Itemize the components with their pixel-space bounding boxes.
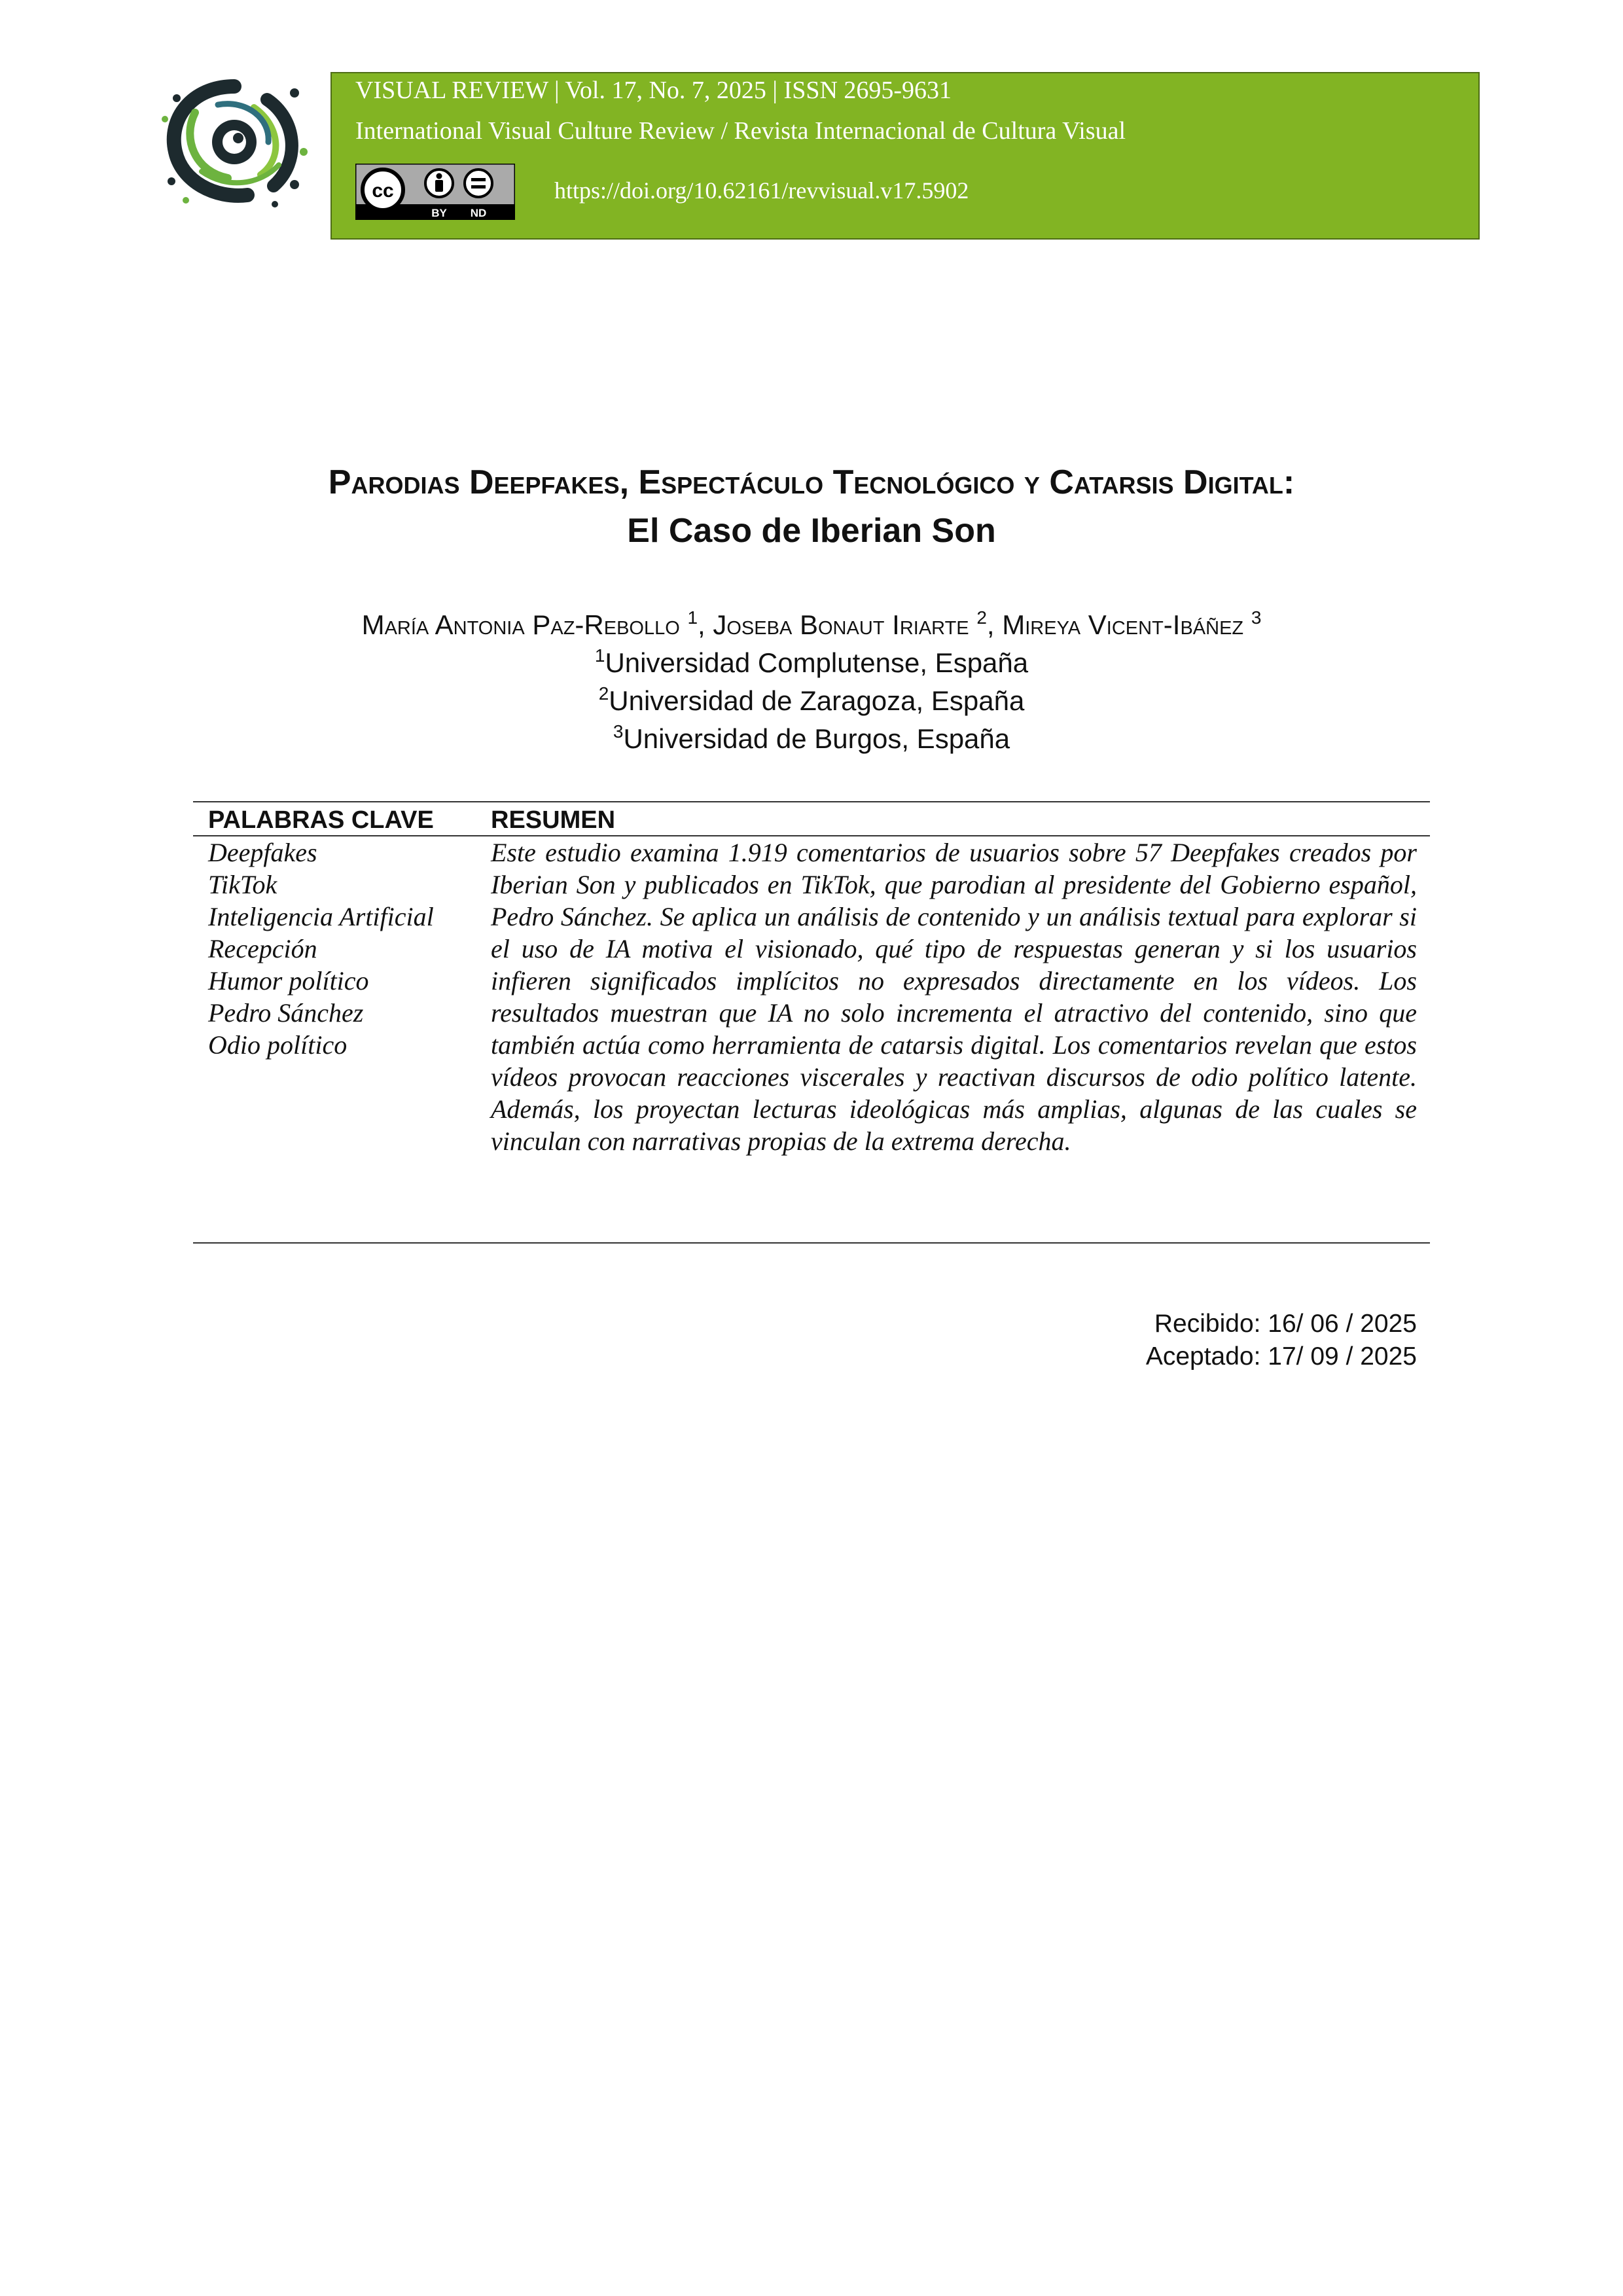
title-word: Parodias xyxy=(328,463,469,501)
keyword-item: Pedro Sánchez xyxy=(208,998,364,1028)
journal-subtitle: International Visual Culture Review / Revista Internacional de Cultura Visual xyxy=(355,117,1126,145)
author-name: María Antonia Paz-Rebollo xyxy=(361,609,680,640)
journal-banner xyxy=(330,72,1480,240)
keyword-list xyxy=(208,836,483,1061)
title-word: Tecnológico y xyxy=(832,463,1050,501)
title-word: Espectáculo xyxy=(638,463,833,501)
author-name: Mireya Vicent-Ibáñez xyxy=(1002,609,1244,640)
doi-link[interactable]: https://doi.org/10.62161/revvisual.v17.5902 xyxy=(554,177,969,204)
author-affiliation-mark: 2 xyxy=(976,607,987,628)
abstract-text: Este estudio examina 1.919 comentarios de usuarios sobre 57 Deepfakes creados por Iberian Son y publicados en TikTok, que parodian al presidente del Gobierno español, Pedro Sánchez. Se aplica un análisis de contenido y un análisis textual para explorar si el uso de IA motiva el visionado, qué tipo de respuestas generan y si los usuarios infieren significados implícitos no expresados directamente en los vídeos. Los resultados muestran que IA no solo incrementa el atractivo del contenido, sino que también actúa como herramienta de catarsis digital. Los comentarios revelan que estos vídeos provocan reacciones viscerales y reactivan discursos de odio político latente. Además, los proyectan lecturas ideológicas más amplias, algunas de las cuales se vinculan con narrativas propias de la extrema derecha. xyxy=(491,838,1417,1156)
keyword-item: Odio político xyxy=(208,1030,348,1060)
author-affiliation-mark: 1 xyxy=(687,607,698,628)
article-title xyxy=(0,458,1623,555)
title-word: Digital: xyxy=(1183,463,1295,501)
nd-label: ND xyxy=(470,207,487,219)
by-label: BY xyxy=(431,207,447,219)
article-title-line-1 xyxy=(0,458,1623,507)
table-bottom-rule xyxy=(193,1242,1430,1244)
affiliation: $^2$Universidad de Zaragoza, España xyxy=(598,683,1025,716)
keyword-item: Inteligencia Artificial xyxy=(208,902,434,931)
keyword-item: Humor político xyxy=(208,966,369,996)
keyword-item: TikTok xyxy=(208,870,277,899)
keyword-item: Deepfakes xyxy=(208,838,317,867)
affiliation: $^1$Universidad Complutense, España xyxy=(594,645,1029,678)
author-affiliation-mark: 3 xyxy=(1251,607,1262,628)
journal-issue-line: VISUAL REVIEW | Vol. 17, No. 7, 2025 | ISSN 2695-9631 xyxy=(355,77,952,104)
received-date: Recibido: 16/ 06 / 2025 xyxy=(1154,1310,1417,1338)
author-name: Joseba Bonaut Iriarte xyxy=(713,609,969,640)
title-word: Deepfakes, xyxy=(469,463,639,501)
submission-dates xyxy=(1146,1308,1417,1373)
keywords-header: PALABRAS CLAVE xyxy=(208,806,434,834)
author-list: María Antonia Paz-Rebollo $^1$, Joseba Bonaut Iriarte $^2$, Mireya Vicent-Ibáñez $^3$ xyxy=(361,607,1262,640)
table-top-rule xyxy=(193,801,1430,802)
accepted-date: Aceptado: 17/ 09 / 2025 xyxy=(1145,1342,1417,1371)
article-title-line-2: El Caso de Iberian Son xyxy=(627,512,996,550)
affiliation: $^3$Universidad de Burgos, España xyxy=(613,721,1010,754)
keyword-item: Recepción xyxy=(208,934,317,963)
title-word: Catarsis xyxy=(1049,463,1183,501)
journal-logo xyxy=(156,73,313,211)
cc-by-nd-license-icon[interactable] xyxy=(355,164,515,220)
cc-icon-text: cc xyxy=(372,180,394,202)
abstract-header: RESUMEN xyxy=(491,806,616,834)
